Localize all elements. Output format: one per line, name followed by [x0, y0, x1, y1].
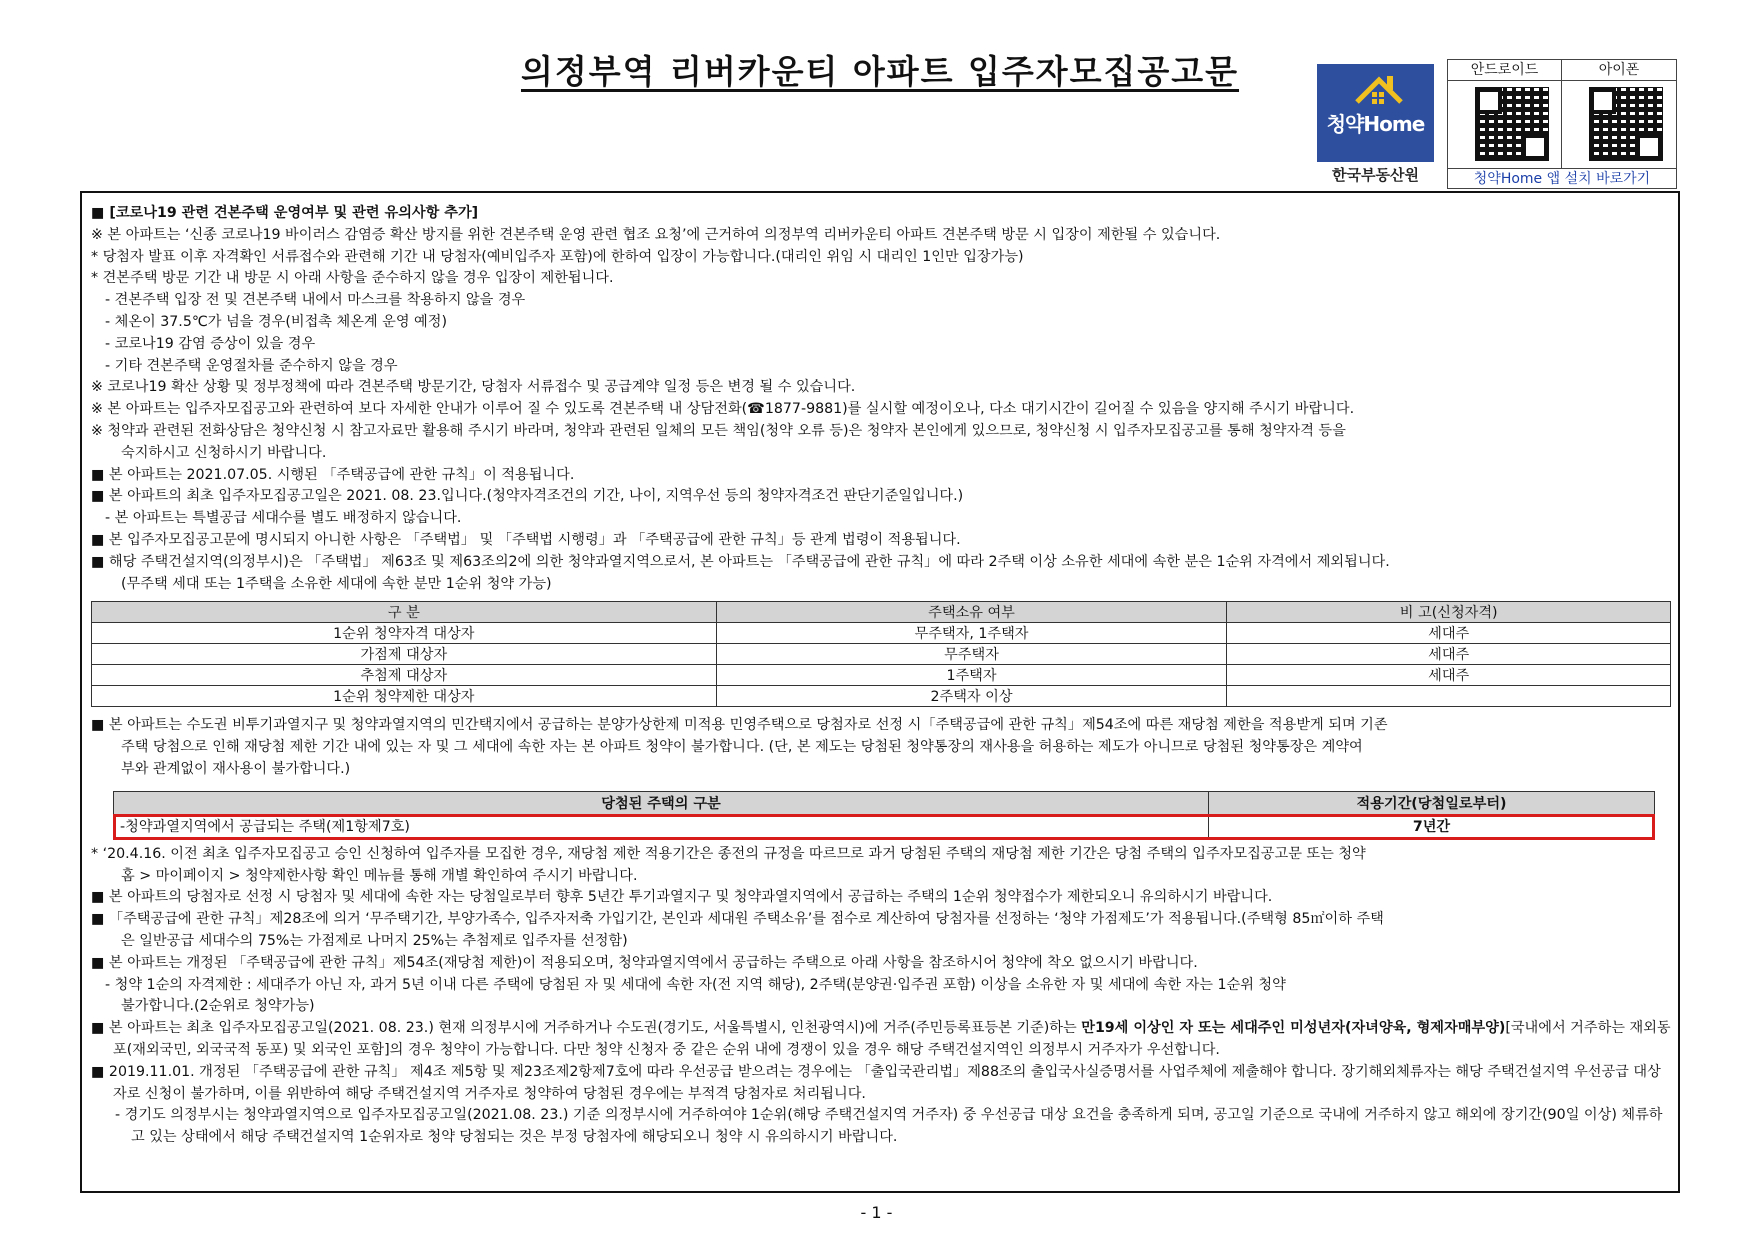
table-cell: 무주택자, 1주택자	[716, 623, 1227, 644]
table-header-cell: 비 고(신청자격)	[1227, 602, 1671, 623]
highlight-box	[113, 814, 1655, 840]
notice-line: * 견본주택 방문 기간 내 방문 시 아래 사항을 준수하지 않을 경우 입장이 제한됩니다.	[91, 270, 614, 287]
table-header-cell: 구 분	[92, 602, 717, 623]
table-row	[92, 623, 1671, 644]
qr-android-column	[1448, 60, 1562, 168]
table-cell: 1순위 청약자격 대상자	[92, 623, 717, 644]
qr-iphone-label: 아이폰	[1562, 60, 1676, 81]
notice-line: ※ 본 아파트는 ‘신종 코로나19 바이러스 감염증 확산 방지를 위한 견본주택 운영 관련 협조 요청’에 근거하여 의정부역 리버카운티 아파트 견본주택 방문 시 입장이 제한될 수 있습니다.	[91, 226, 1221, 243]
table-cell	[1227, 686, 1671, 707]
table-cell: 세대주	[1227, 644, 1671, 665]
notice-line: - 체온이 37.5℃가 넘을 경우(비접촉 체온계 운영 예정)	[105, 313, 447, 330]
notice-line: 숙지하시고 신청하시기 바랍니다.	[121, 444, 327, 461]
cheongyak-home-logo	[1317, 64, 1434, 190]
notice-paragraph: - 경기도 의정부시는 청약과열지역으로 입주자모집공고일(2021.08. 23.) 기준 의정부시에 거주하여야 1순위(해당 주택건설지역 거주자) 중 우선공급 대상 요건을 충족하게 되며, 공고일 기준으로 국내에 거주하지 않고 해외에 장기간(90일 이상) 체류하고 있는 상태에서 해당 주택건설지역 1순위자로 청약 당첨되는 것은 부정 당첨자에 해당되오니 청약 시 유의하시기 바랍니다.	[115, 1107, 1663, 1146]
notice-line: ■ 본 아파트의 당첨자로 선정 시 당첨자 및 세대에 속한 자는 당첨일로부터 향후 5년간 투기과열지구 및 청약과열지역에서 공급하는 주택의 1순위 청약접수가 제한되오니 유의하시기 바랍니다.	[91, 889, 1273, 906]
table-row	[92, 686, 1671, 707]
table-row	[92, 665, 1671, 686]
notice-line: ■ 본 아파트는 수도권 비투기과열지구 및 청약과열지역의 민간택지에서 공급하는 분양가상한제 미적용 민영주택으로 당첨자로 선정 시「주택공급에 관한 규칙」제54조에 따른 재당첨 제한을 적용받게 되며 기존	[91, 717, 1388, 734]
notice-line: ■ [코로나19 관련 견본주택 운영여부 및 관련 유의사항 추가]	[91, 205, 479, 221]
paragraph-emphasis: 만19세 이상인 자 또는 세대주인 미성년자(자녀양육, 형제자매부양)	[1081, 1020, 1506, 1037]
notice-frame	[80, 191, 1680, 1193]
notice-line: ※ 코로나19 확산 상황 및 정부정책에 따라 견본주택 방문기간, 당첨자 서류접수 및 공급계약 일정 등은 변경 될 수 있습니다.	[91, 379, 856, 396]
page-title: 의정부역 리버카운티 아파트 입주자모집공고문	[520, 52, 1240, 91]
qr-iphone-column	[1562, 60, 1676, 168]
notice-line: 은 일반공급 세대수의 75%는 가점제로 나머지 25%는 추첨제로 입주자를 선정함)	[121, 932, 628, 949]
notice-line: ■ 본 아파트는 2021.07.05. 시행된 「주택공급에 관한 규칙」이 적용됩니다.	[91, 466, 575, 483]
notice-line: - 청약 1순의 자격제한 : 세대주가 아닌 자, 과거 5년 이내 다른 주택에 당첨된 자 및 세대에 속한 자(전 지역 해당), 2주택(분양권·입주권 포함) 이상을 소유한 자 및 세대에 속한 자는 1순위 청약	[105, 976, 1286, 993]
notice-content	[91, 203, 1671, 1149]
table-header-row	[92, 602, 1671, 623]
notice-line: ■ 본 아파트는 개정된 「주택공급에 관한 규칙」제54조(재당첨 제한)이 적용되오며, 청약과열지역에서 공급하는 주택으로 아래 사항을 참조하시어 청약에 착오 없으시기 바랍니다.	[91, 954, 1198, 971]
notice-line: 불가합니다.(2순위로 청약가능)	[121, 998, 315, 1015]
table-cell: 1순위 청약제한 대상자	[92, 686, 717, 707]
paragraph-text: ■ 본 아파트는 최초 입주자모집공고일(2021. 08. 23.) 현재 의정부시에 거주하거나 수도권(경기도, 서울특별시, 인천광역시)에 거주(주민등록표등본 기준)하는	[91, 1020, 1082, 1037]
notice-line: ※ 청약과 관련된 전화상담은 청약신청 시 참고자료만 활용해 주시기 바라며, 청약과 관련된 일체의 모든 책임(청약 오류 등)은 청약자 본인에게 있으므로, 청약신청 시 입주자모집공고를 통해 청약자격 등을	[91, 422, 1346, 439]
app-qr-panel	[1447, 59, 1677, 189]
notice-line: * 당첨자 발표 이후 자격확인 서류접수와 관련해 기간 내 당첨자(예비입주자 포함)에 한하여 입장이 가능합니다.(대리인 위임 시 대리인 1인만 입장가능)	[91, 248, 1024, 265]
table-row	[92, 644, 1671, 665]
qr-android-label: 안드로이드	[1448, 60, 1561, 81]
logo-text: 청약Home	[1326, 112, 1425, 136]
notice-line: ■ 본 아파트의 최초 입주자모집공고일은 2021. 08. 23.입니다.(청약자격조건의 기간, 나이, 지역우선 등의 청약자격조건 판단기준일입니다.)	[91, 488, 964, 505]
notice-line: ■ 「주택공급에 관한 규칙」제28조에 의거 ‘무주택기간, 부양가족수, 입주자저축 가입기간, 본인과 세대원 주택소유’를 점수로 계산하여 당첨자를 선정하는 ‘청약 가점제도’가 적용됩니다.(주택형 85㎡이하 주택	[91, 911, 1384, 928]
qr-caption: 청약Home 앱 설치 바로가기	[1448, 168, 1676, 189]
paragraph-text: [국내에서 거주하는 재외동포(재외국민, 외국국적 동포) 및 외국인 포함]의 경우 청약이 가능합니다. 다만 청약 신청자 중 같은 순위 내에 경쟁이 있을 경우 해당 주택건설지역인 의정부시 거주자가 우선합니다.	[113, 1020, 1671, 1058]
table-header-cell: 적용기간(당첨일로부터)	[1209, 791, 1655, 814]
notice-line: 홈 > 마이페이지 > 청약제한사항 확인 메뉴를 통해 개별 확인하여 주시기 바랍니다.	[121, 867, 638, 884]
logo-badge	[1317, 64, 1434, 162]
table-cell: 가점제 대상자	[92, 644, 717, 665]
table-cell: 세대주	[1227, 623, 1671, 644]
notice-paragraph	[91, 1018, 1671, 1062]
notice-line: ■ 본 입주자모집공고문에 명시되지 아니한 사항은 「주택법」 및 「주택법 시행령」과 「주택공급에 관한 규칙」등 관계 법령이 적용됩니다.	[91, 531, 961, 548]
table-cell: 7년간	[1209, 814, 1655, 837]
table-cell: 추첨제 대상자	[92, 665, 717, 686]
notice-line: 주택 당첨으로 인해 재당첨 제한 기간 내에 있는 자 및 그 세대에 속한 자는 본 아파트 청약이 불가합니다. (단, 본 제도는 당첨된 청약통장의 재사용을 허용하는 제도가 아니므로 당첨된 청약통장은 계약여	[121, 739, 1363, 756]
rewin-restriction-table-wrap	[113, 791, 1655, 838]
notice-line: * ‘20.4.16. 이전 최초 입주자모집공고 승인 신청하여 입주자를 모집한 경우, 재당첨 제한 적용기간은 종전의 규정을 따르므로 과거 당첨된 주택의 재당첨 제한 기간은 당첨 주택의 입주자모집공고문 또는 청약	[91, 845, 1366, 862]
notice-line: - 견본주택 입장 전 및 견본주택 내에서 마스크를 착용하지 않을 경우	[105, 292, 526, 309]
notice-line: (무주택 세대 또는 1주택을 소유한 세대에 속한 분만 1순위 청약 가능)	[121, 575, 552, 592]
table-cell: 세대주	[1227, 665, 1671, 686]
notice-line: - 코로나19 감염 증상이 있을 경우	[105, 335, 316, 352]
table-cell: 무주택자	[716, 644, 1227, 665]
table-header-row	[114, 791, 1655, 814]
notice-line: - 기타 견본주택 운영절차를 준수하지 않을 경우	[105, 357, 398, 374]
logo-org-name: 한국부동산원	[1332, 166, 1419, 184]
table-cell: 1주택자	[716, 665, 1227, 686]
notice-line: 부와 관계없이 재사용이 불가합니다.)	[121, 760, 351, 777]
table-header-cell: 당첨된 주택의 구분	[114, 791, 1209, 814]
notice-line: - 본 아파트는 특별공급 세대수를 별도 배정하지 않습니다.	[105, 510, 462, 527]
notice-paragraph: ■ 2019.11.01. 개정된 「주택공급에 관한 규칙」 제4조 제5항 및 제23조제2항제7호에 따라 우선공급 받으려는 경우에는 「출입국관리법」제88조의 출입국사실증명서를 사업주체에 제출해야 합니다. 장기해외체류자는 해당 주택건설지역 우선공급 대상자로 신청이 불가하며, 이를 위반하여 해당 주택건설지역 거주자로 청약하여 당첨된 경우에는 부적격 당첨자로 처리됩니다.	[91, 1063, 1661, 1102]
eligibility-table	[91, 601, 1671, 707]
notice-line: ■ 해당 주택건설지역(의정부시)은 「주택법」 제63조 및 제63조의2에 의한 청약과열지역으로서, 본 아파트는 「주택공급에 관한 규칙」에 따라 2주택 이상 소유한 세대에 속한 분은 1순위 자격에서 제외됩니다.	[91, 553, 1390, 570]
notice-line: ※ 본 아파트는 입주자모집공고와 관련하여 보다 자세한 안내가 이루어 질 수 있도록 견본주택 내 상담전화(☎1877-9881)를 실시할 예정이오나, 다소 대기시간이 길어질 수 있음을 양지해 주시기 바랍니다.	[91, 401, 1355, 418]
page-number: - 1 -	[860, 1203, 893, 1222]
table-header-cell: 주택소유 여부	[716, 602, 1227, 623]
table-cell: -청약과열지역에서 공급되는 주택(제1항제7호)	[114, 814, 1209, 837]
house-icon	[1317, 64, 1434, 114]
table-cell: 2주택자 이상	[716, 686, 1227, 707]
qr-code-iphone-icon[interactable]	[1590, 88, 1662, 160]
qr-code-android-icon[interactable]	[1476, 88, 1548, 160]
